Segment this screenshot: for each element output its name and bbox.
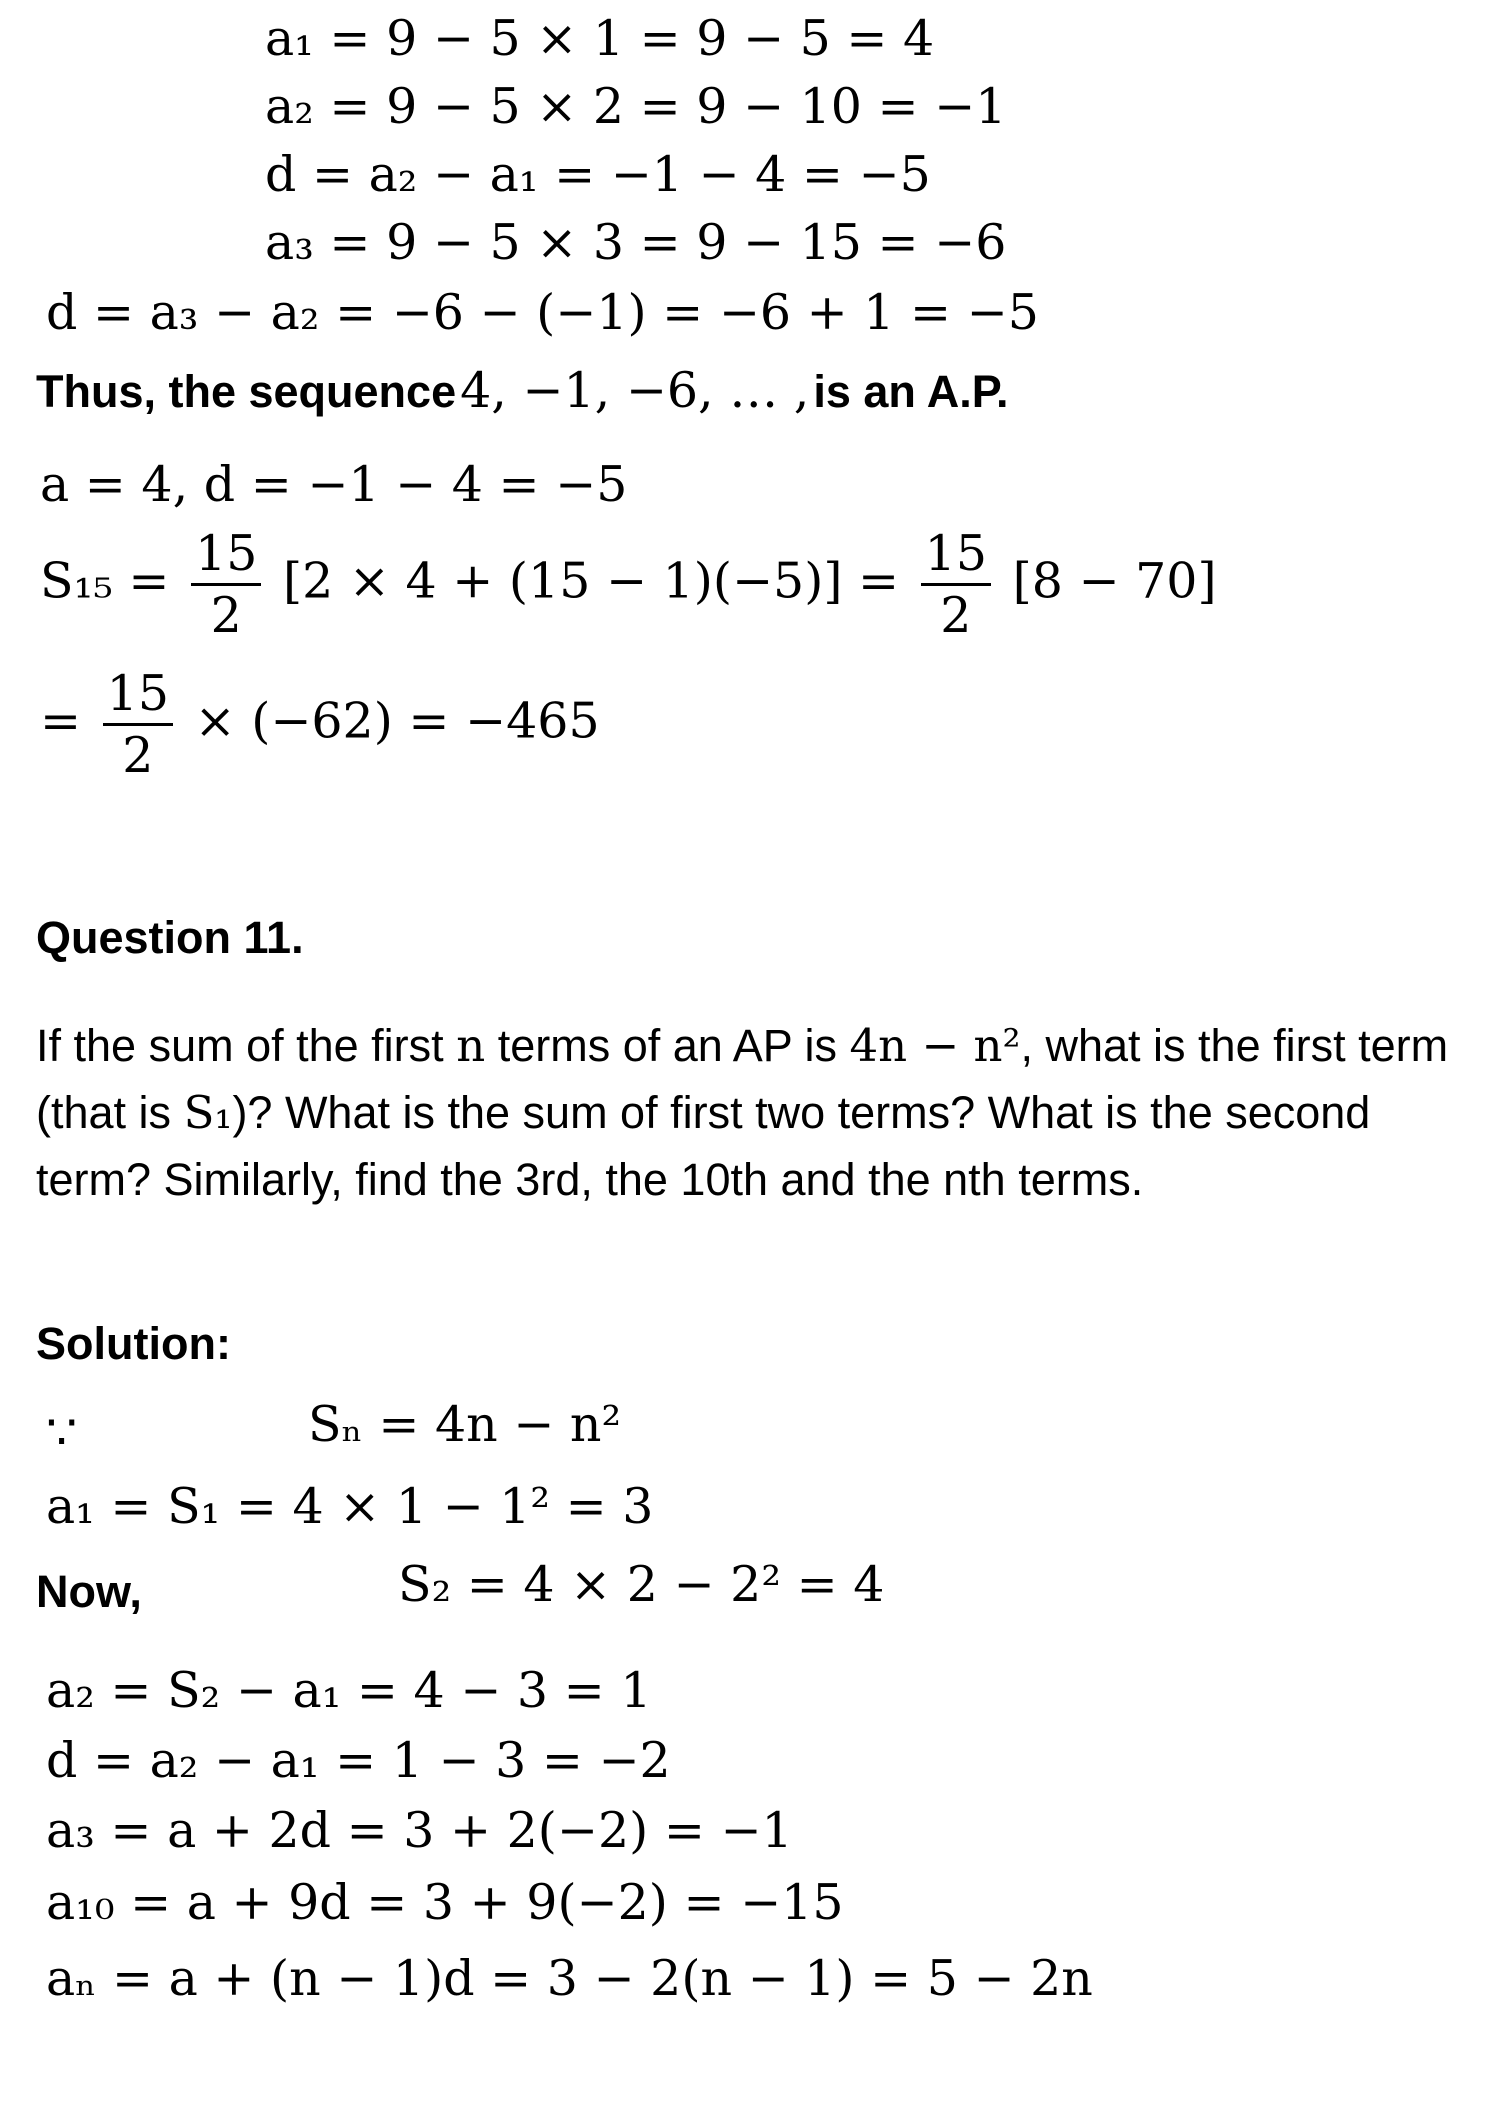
equation-d: d = a₂ − a₁ = −1 − 4 = −5: [265, 146, 931, 203]
result-tail: × (−62) = −465: [194, 692, 600, 750]
question-part-4: )? What is the sum of first two terms? What is the second term? Similarly, find the 3rd, the 10th and the nth terms.: [36, 1087, 1371, 1205]
equation-a3-sol: a₃ = a + 2d = 3 + 2(−2) = −1: [46, 1802, 793, 1859]
s15-tail: [8 − 70]: [1012, 552, 1217, 610]
conclusion-suffix: is an A.P.: [813, 366, 1009, 417]
fraction-numerator: 15: [191, 528, 261, 586]
variable-n: n: [456, 1019, 486, 1072]
fraction-15-over-2: [921, 525, 991, 645]
equation-d-sol: d = a₂ − a₁ = 1 − 3 = −2: [46, 1732, 671, 1789]
question-part-1: If the sum of the first: [36, 1020, 444, 1071]
equation-s2: S₂ = 4 × 2 − 2² = 4: [398, 1556, 885, 1613]
question-title: Question 11.: [36, 912, 304, 963]
conclusion-prefix: Thus, the sequence: [36, 366, 457, 417]
equation-a2: a₂ = 9 − 5 × 2 = 9 − 10 = −1: [265, 78, 1007, 135]
conclusion-line: [36, 362, 1008, 419]
expression-sum: 4n − n²: [849, 1019, 1021, 1072]
s15-middle: [2 × 4 + (15 − 1)(−5)] =: [283, 552, 900, 610]
question-text: [36, 1012, 1456, 1213]
fraction-denominator: 2: [940, 587, 972, 645]
equation-a1: a₁ = 9 − 5 × 1 = 9 − 5 = 4: [265, 10, 935, 67]
fraction-denominator: 2: [210, 587, 242, 645]
fraction-15-over-2: [103, 665, 173, 785]
fraction-numerator: 15: [921, 528, 991, 586]
fraction-numerator: 15: [103, 668, 173, 726]
symbol-s1: S₁: [183, 1086, 233, 1139]
equation-d-check: d = a₃ − a₂ = −6 − (−1) = −6 + 1 = −5: [46, 284, 1039, 341]
equation-a3: a₃ = 9 − 5 × 3 = 9 − 15 = −6: [265, 214, 1007, 271]
equation-an-sol: aₙ = a + (n − 1)d = 3 − 2(n − 1) = 5 − 2n: [46, 1950, 1093, 2007]
equation-a2-sol: a₂ = S₂ − a₁ = 4 − 3 = 1: [46, 1662, 652, 1719]
equation-a1-s1: a₁ = S₁ = 4 × 1 − 1² = 3: [46, 1478, 654, 1535]
result-prefix: =: [40, 692, 82, 750]
equation-sn: Sₙ = 4n − n²: [308, 1396, 622, 1453]
because-symbol: ∵: [46, 1404, 78, 1461]
now-label: Now,: [36, 1566, 142, 1617]
equation-result: [40, 665, 600, 785]
equation-a-d: a = 4, d = −1 − 4 = −5: [40, 456, 628, 513]
question-part-3: , what is the first term (that is: [36, 1020, 1449, 1138]
solution-title: Solution:: [36, 1318, 231, 1369]
equation-s15: [40, 525, 1217, 645]
s15-lhs: S₁₅ =: [40, 552, 170, 610]
conclusion-sequence: 4, −1, −6, … ,: [460, 362, 810, 419]
equation-a10-sol: a₁₀ = a + 9d = 3 + 9(−2) = −15: [46, 1874, 844, 1931]
fraction-15-over-2: [191, 525, 261, 645]
fraction-denominator: 2: [122, 727, 154, 785]
question-part-2: terms of an AP is: [497, 1020, 838, 1071]
